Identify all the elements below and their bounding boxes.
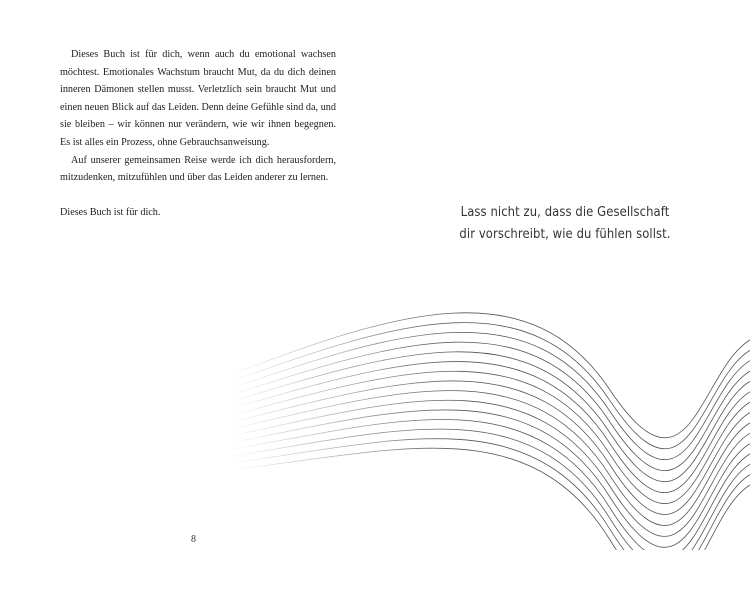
body-text [60, 46, 336, 222]
wave-fade-overlay [230, 300, 750, 550]
pull-quote [453, 201, 677, 245]
paragraph-1: Dieses Buch ist für dich, wenn auch du emotional wachsen möchtest. Emotionales Wachstum braucht Mut, da du dich deinen inneren Dämonen stellen musst. Verletzlich sein braucht Mut und einen neuen Blick auf das Leiden. Denn deine Gefühle sind da, und sie bleiben – wir können nur verändern, wie wir ihnen begegnen. Es ist alles ein Prozess, ohne Gebrauchsanweisung. [60, 49, 336, 148]
paragraph-2: Auf unserer gemeinsamen Reise werde ich dich herausfordern, mitzudenken, mitzufühlen und über das Leiden anderer zu lernen. [60, 154, 336, 184]
wave-lines-illustration [230, 300, 750, 550]
quote-line-1: Lass nicht zu, dass die Gesellschaft [460, 204, 670, 220]
page-number: 8 [191, 534, 196, 545]
closing-line: Dieses Buch ist für dich. [60, 207, 161, 219]
quote-line-2: dir vorschreibt, wie du fühlen sollst. [459, 226, 671, 242]
